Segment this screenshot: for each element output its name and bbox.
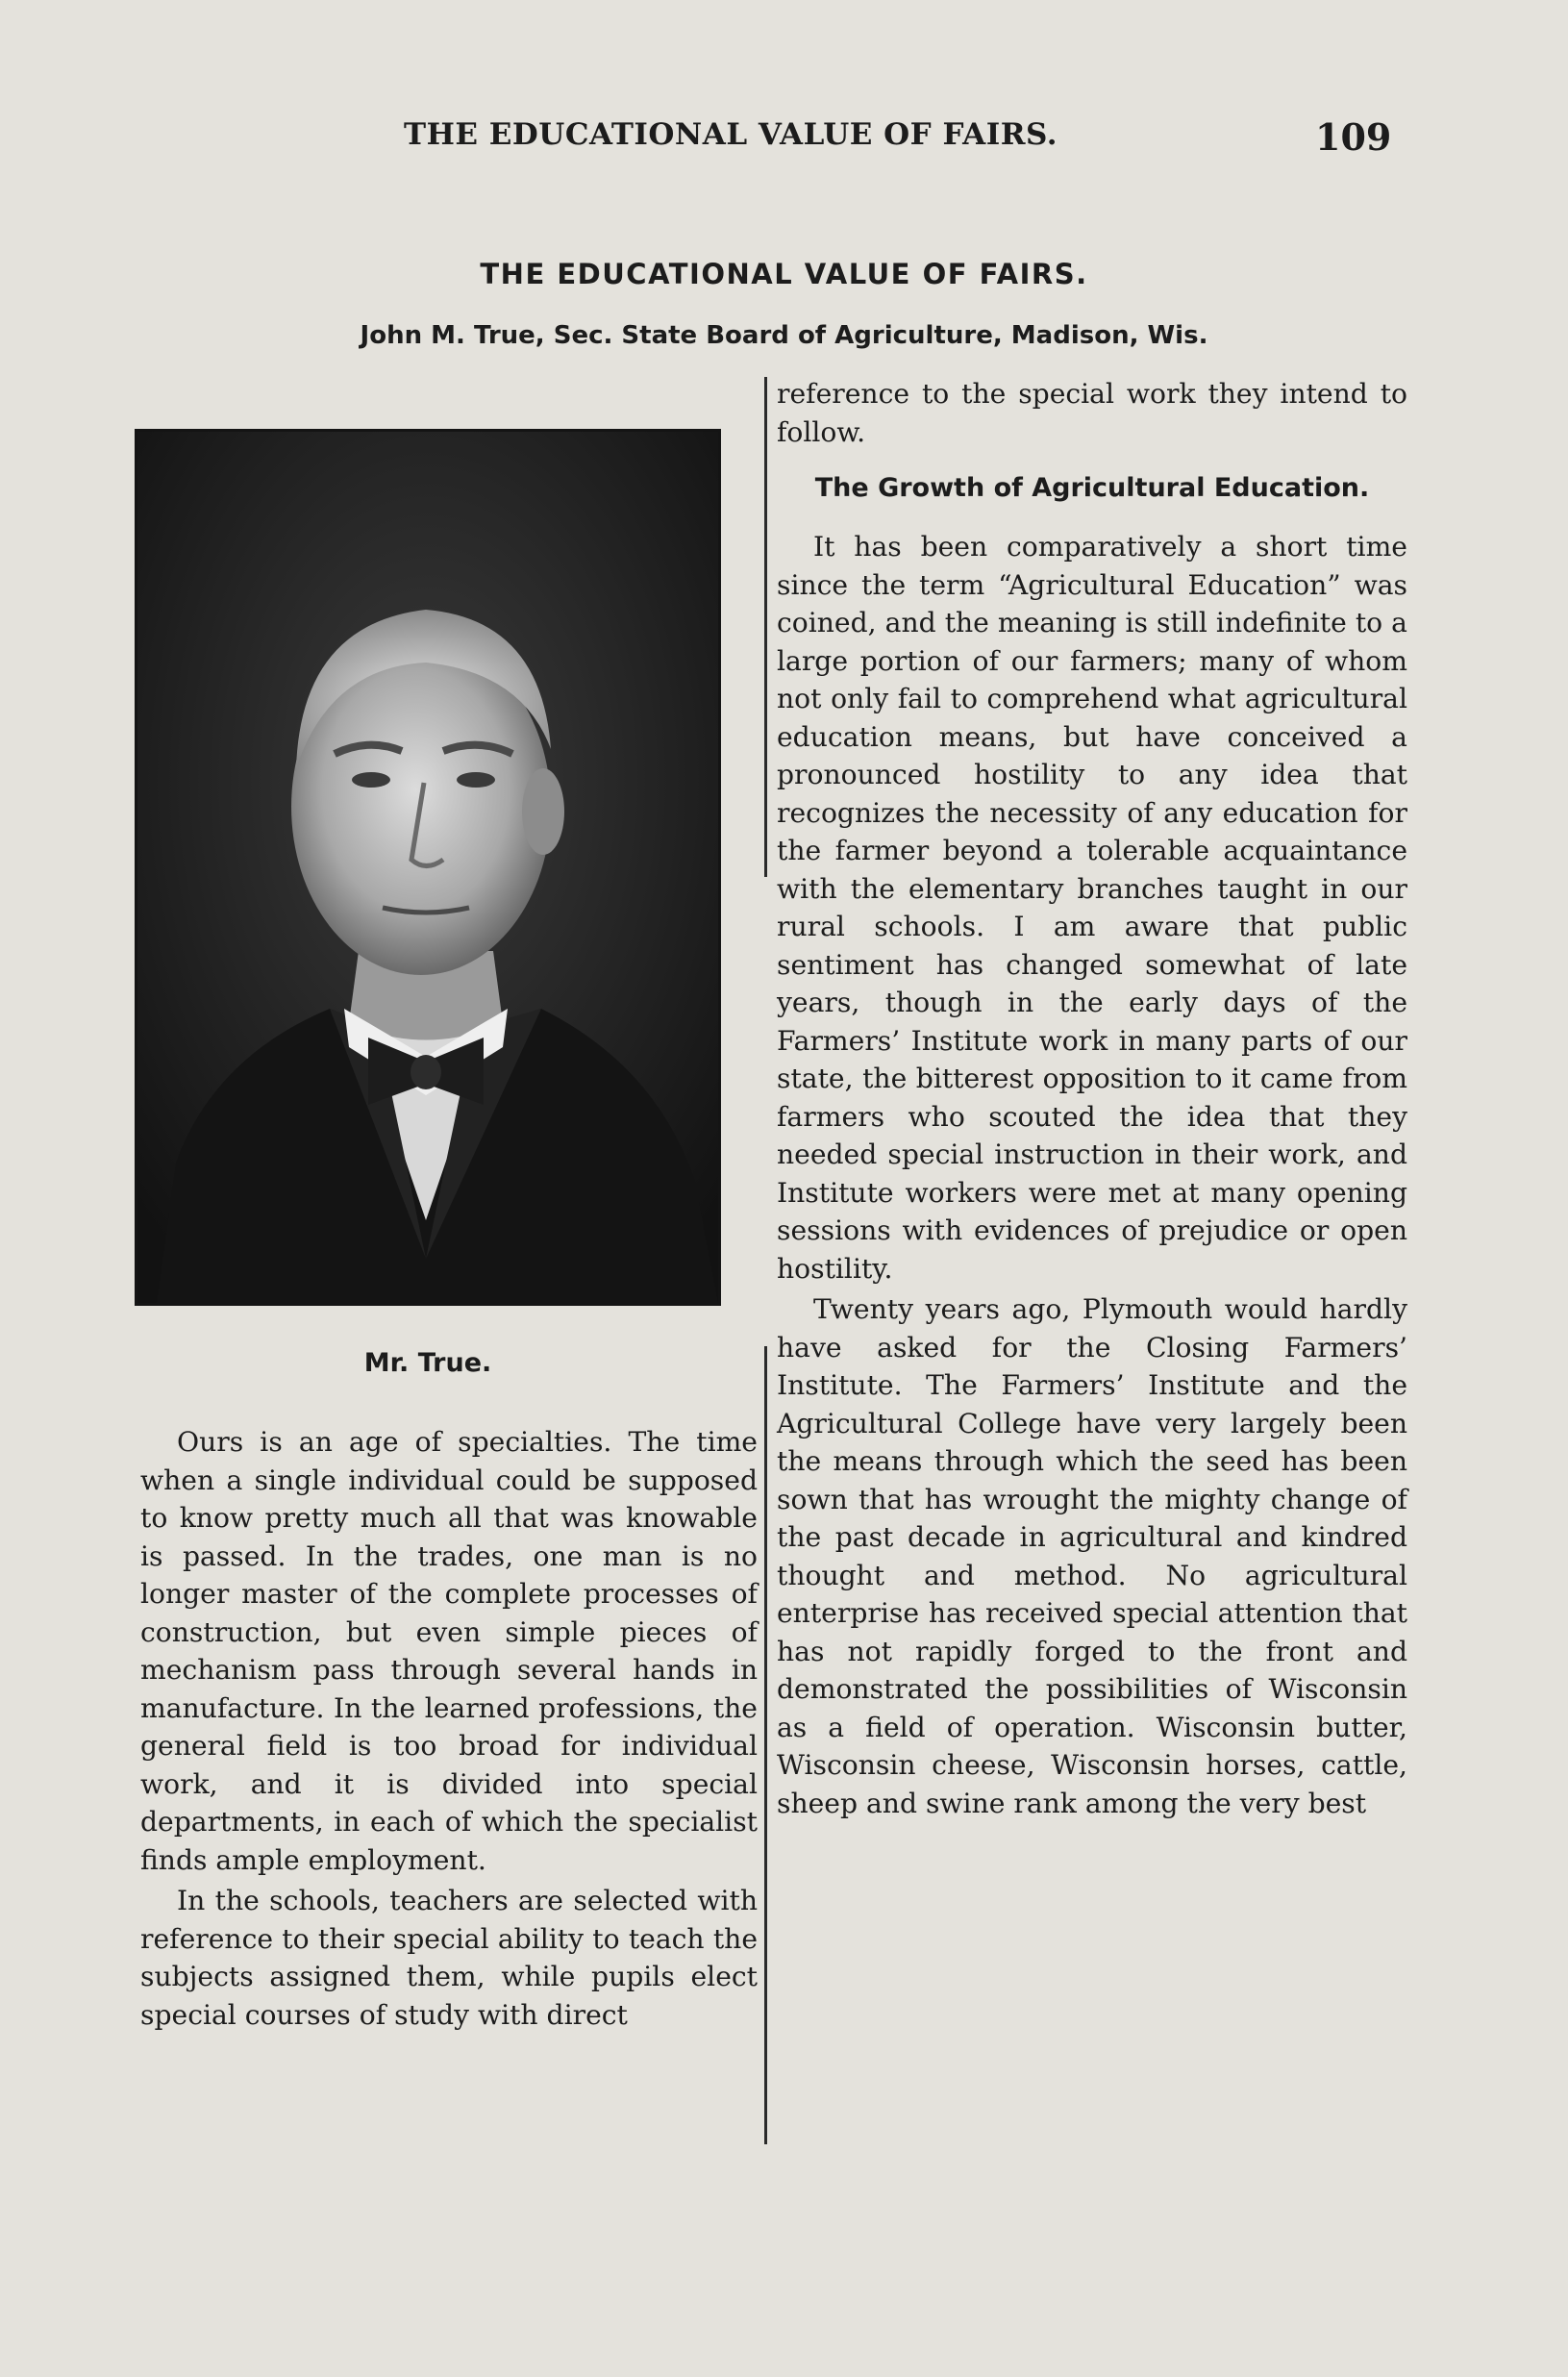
paragraph: Twenty years ago, Plymouth would hardly have asked for the Closing Farmers’ Institute. The Farmers’ Institute and the Agricultural College have very largely been the means through which the seed has been sown that has wrought the mighty change of the past decade in agricultural and kindred thought and method. No agricultural enterprise has received special attention that has not rapidly forged to the front and demonstrated the possibilities of Wisconsin as a field of operation. Wisconsin butter, Wisconsin cheese, Wisconsin horses, cattle, sheep and swine rank among the very best (777, 1293, 1407, 1819)
right-column (777, 375, 1407, 1825)
article-title: THE EDUCATIONAL VALUE OF FAIRS. (480, 258, 1088, 290)
paragraph: It has been comparatively a short time since the term “Agricultural Education” was coined, and the meaning is still indefinite to a large portion of our farmers; many of whom not only fail to comprehend what agricultural education means, but have conceived a pronounced hostility to any idea that recognizes the necessity of any education for the farmer beyond a tolerable acquaintance with the elementary branches taught in our rural schools. I am aware that public sentiment has changed somewhat of late years, though in the early days of the Farmers’ Institute work in many parts of our state, the bitterest opposition to it came from farmers who scouted the idea that they needed special instruction in their work, and Institute workers were met at many opening sessions with evidences of prejudice or open hostility. (777, 531, 1407, 1285)
portrait-photo (135, 429, 721, 1306)
paragraph-continuation: reference to the special work they intend to follow. (777, 378, 1407, 448)
page-number: 109 (1315, 115, 1392, 159)
paragraph: Ours is an age of specialties. The time when a single individual could be supposed to know pretty much all that was knowable is passed. In the trades, one man is no longer master of the complete processes of construction, but even simple pieces of mechanism pass through several hands in manufacture. In the learned professions, the general field is too broad for individual work, and it is divided into special departments, in each of which the specialist finds ample employment. (140, 1426, 758, 1876)
column-divider-lower (764, 1346, 767, 2144)
section-heading: The Growth of Agricultural Education. (814, 473, 1370, 503)
photo-caption: Mr. True. (363, 1348, 492, 1378)
paragraph: In the schools, teachers are selected with reference to their special ability to teach the subjects assigned them, while pupils elect special courses of study with direct (140, 1885, 758, 2031)
left-column (140, 1423, 758, 2037)
byline: John M. True, Sec. State Board of Agriculture, Madison, Wis. (360, 321, 1208, 350)
running-head: THE EDUCATIONAL VALUE OF FAIRS. (404, 117, 1058, 152)
column-divider (764, 377, 767, 877)
